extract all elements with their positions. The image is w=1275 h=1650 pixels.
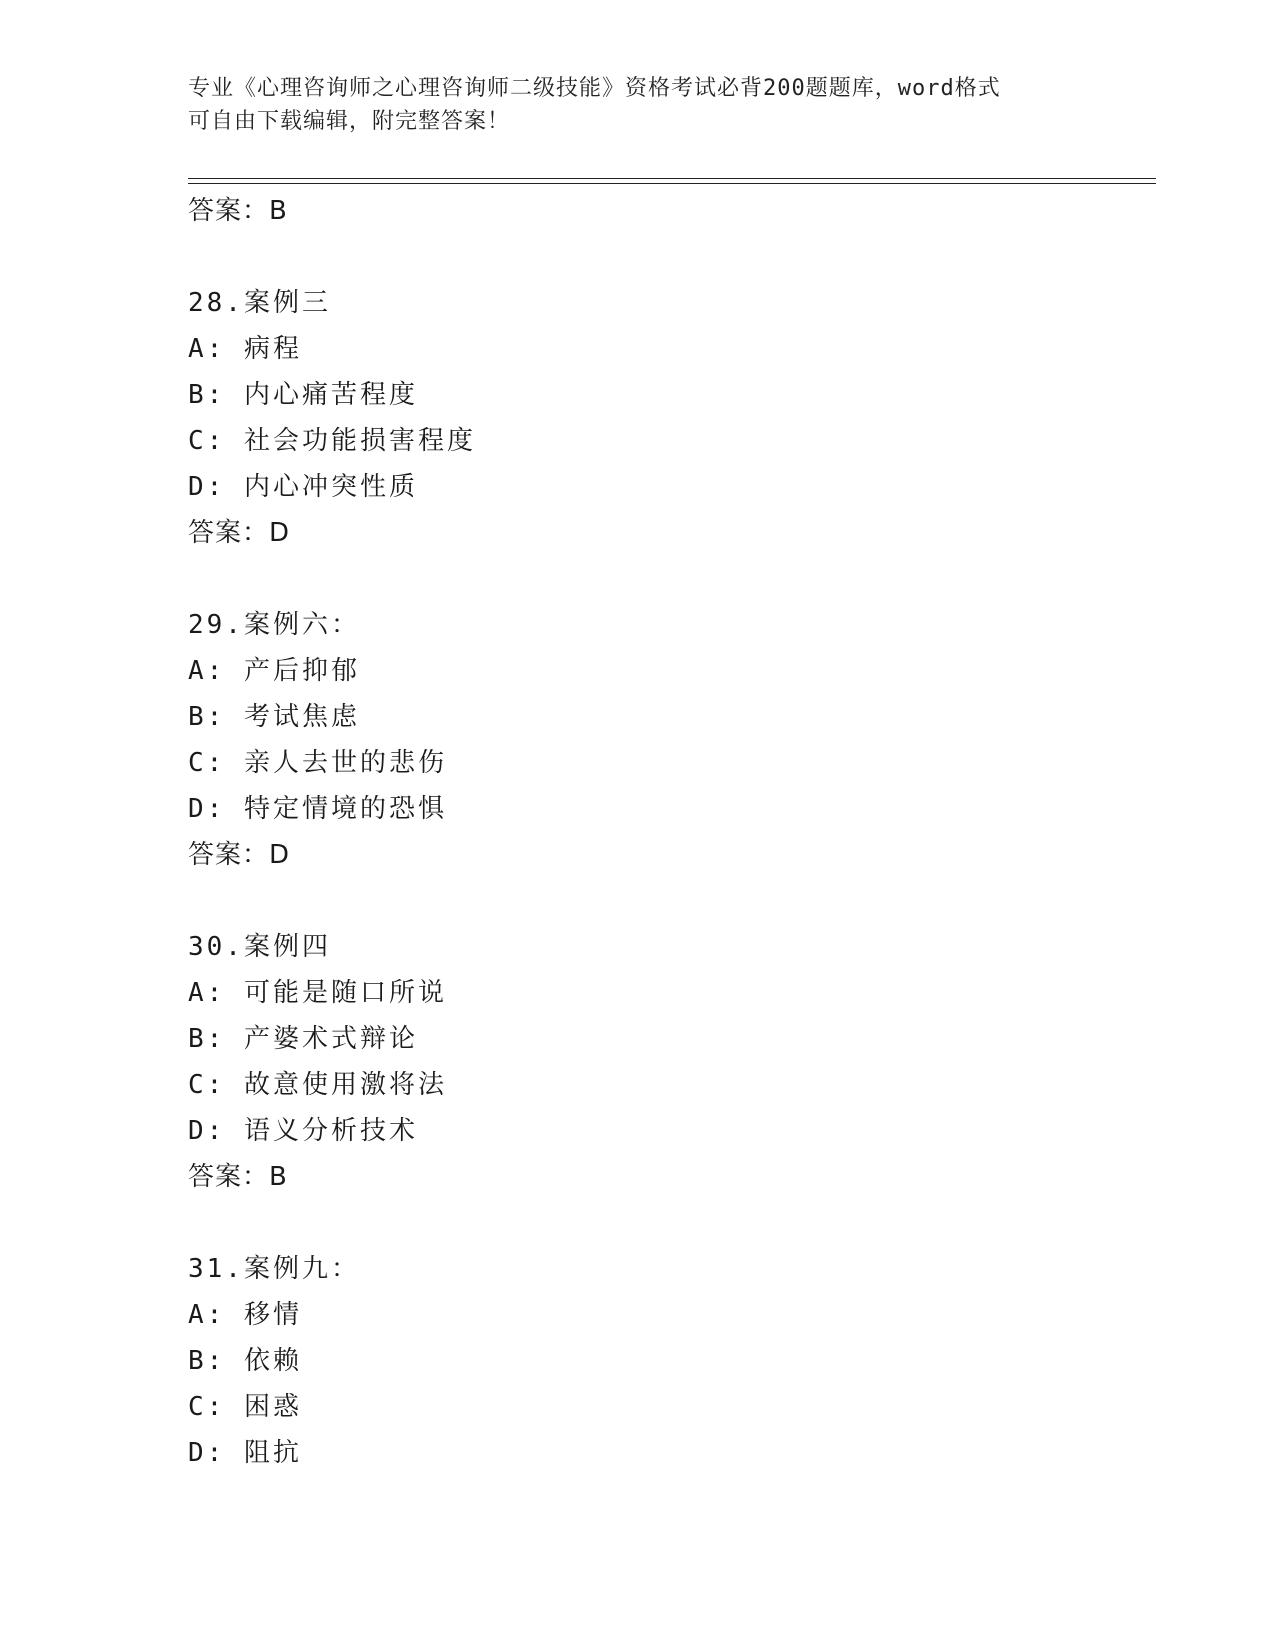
question-28 bbox=[188, 280, 1148, 556]
option-a: A: 病程 bbox=[188, 334, 302, 364]
option-d: D: 阻抗 bbox=[188, 1438, 302, 1468]
question-list bbox=[188, 188, 1148, 1476]
option-a: A: 可能是随口所说 bbox=[188, 978, 447, 1008]
question-title: 28.案例三 bbox=[188, 288, 331, 318]
option-c: C: 故意使用激将法 bbox=[188, 1070, 447, 1100]
option-a: A: 移情 bbox=[188, 1300, 302, 1330]
option-b: B: 考试焦虑 bbox=[188, 702, 360, 732]
option-c: C: 困惑 bbox=[188, 1392, 302, 1422]
question-31 bbox=[188, 1246, 1148, 1476]
option-b: B: 产婆术式辩论 bbox=[188, 1024, 418, 1054]
header-line-2: 可自由下载编辑，附完整答案！ bbox=[188, 109, 511, 134]
header-divider-top bbox=[188, 178, 1156, 179]
answer-line: 答案：D bbox=[188, 518, 291, 548]
document-header bbox=[188, 72, 1088, 138]
header-line-1: 专业《心理咨询师之心理咨询师二级技能》资格考试必背200题题库，word格式 bbox=[188, 76, 1001, 101]
question-title: 29.案例六： bbox=[188, 610, 360, 640]
option-c: C: 亲人去世的悲伤 bbox=[188, 748, 447, 778]
option-d: D: 内心冲突性质 bbox=[188, 472, 418, 502]
answer-line: 答案：B bbox=[188, 196, 288, 226]
option-c: C: 社会功能损害程度 bbox=[188, 426, 476, 456]
option-d: D: 语义分析技术 bbox=[188, 1116, 418, 1146]
question-29 bbox=[188, 602, 1148, 878]
option-d: D: 特定情境的恐惧 bbox=[188, 794, 447, 824]
question-title: 31.案例九： bbox=[188, 1254, 360, 1284]
question-title: 30.案例四 bbox=[188, 932, 331, 962]
answer-line: 答案：D bbox=[188, 840, 291, 870]
question-30 bbox=[188, 924, 1148, 1200]
option-a: A: 产后抑郁 bbox=[188, 656, 360, 686]
answer-line: 答案：B bbox=[188, 1162, 288, 1192]
option-b: B: 内心痛苦程度 bbox=[188, 380, 418, 410]
option-b: B: 依赖 bbox=[188, 1346, 302, 1376]
header-divider-bottom bbox=[188, 183, 1156, 184]
